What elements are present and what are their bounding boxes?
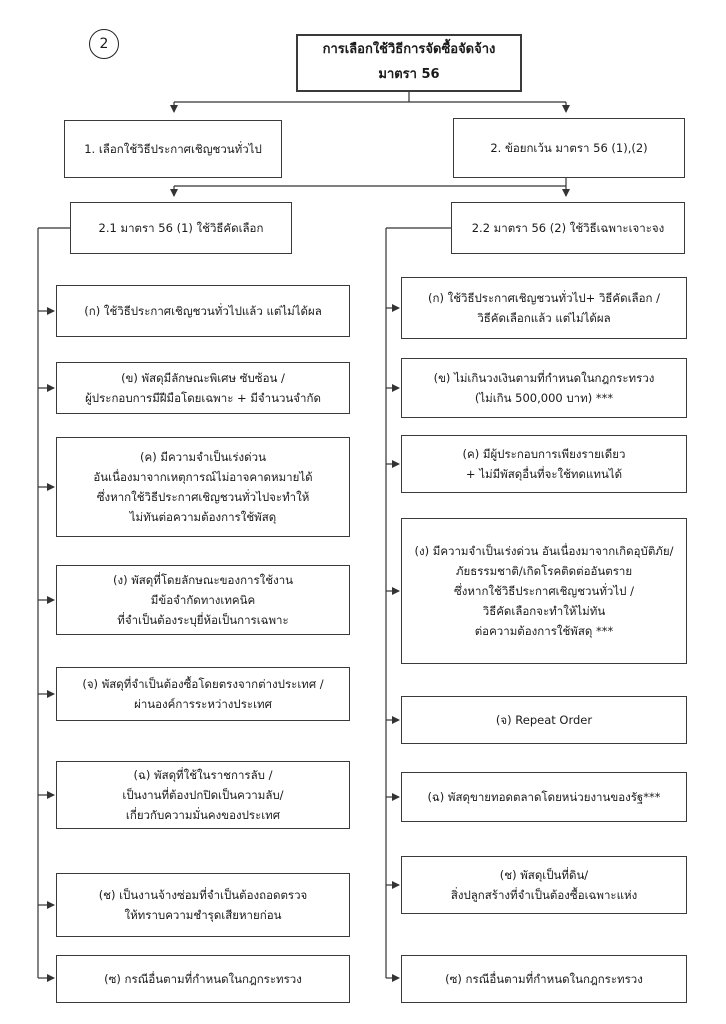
- item-2-2-h: [401, 955, 687, 1003]
- item-2-1-f: [56, 761, 350, 829]
- item-2-1-b: [56, 362, 350, 414]
- item-line: (ช) พัสดุเป็นที่ดิน/: [499, 867, 589, 882]
- item-line: (ข) พัสดุมีลักษณะพิเศษ ซับซ้อน /: [121, 370, 285, 385]
- item-2-2-g: [401, 856, 687, 914]
- item-2-2-b: [401, 358, 687, 418]
- item-line: (ซ) กรณีอื่นตามที่กำหนดในกฎกระทรวง: [104, 971, 302, 986]
- item-line: อันเนื่องมาจากเหตุการณ์ไม่อาจคาดหมายได้: [93, 469, 313, 484]
- item-line: เกี่ยวกับความมั่นคงของประเทศ: [125, 808, 281, 823]
- item-line: ให้ทราบความชำรุดเสียหายก่อน: [124, 908, 282, 922]
- item-2-2-f: [401, 772, 687, 822]
- item-line: ที่จำเป็นต้องระบุยี่ห้อเป็นการเฉพาะ: [117, 613, 289, 628]
- branch-1-label: 1. เลือกใช้วิธีประกาศเชิญชวนทั่วไป: [84, 141, 262, 156]
- item-line: (ก) ใช้วิธีประกาศเชิญชวนทั่วไป+ วิธีคัดเลือก /: [428, 290, 660, 305]
- item-2-1-g: [56, 873, 350, 937]
- item-line: สิ่งปลูกสร้างที่จำเป็นต้องซื้อเฉพาะแห่ง: [450, 888, 638, 902]
- item-2-1-a: [56, 285, 350, 337]
- item-line: ซึ่งหากใช้วิธีประกาศเชิญชวนทั่วไปจะทำให้: [96, 490, 310, 504]
- branch-1-box: [64, 120, 282, 178]
- item-line: (จ) พัสดุที่จำเป็นต้องซื้อโดยตรงจากต่างประเทศ /: [82, 676, 324, 691]
- item-line: วิธีคัดเลือกจะทำให้ไม่ทัน: [482, 604, 606, 619]
- item-line: (ฉ) พัสดุที่ใช้ในราชการลับ /: [133, 767, 273, 782]
- branch-2-box: [453, 118, 685, 178]
- item-line: (ไม่เกิน 500,000 บาท) ***: [474, 391, 614, 405]
- item-line: ภัยธรรมชาติ/เกิดโรคติดต่ออันตราย: [455, 563, 633, 578]
- sub-branch-2-1-box: [70, 202, 292, 254]
- page-number-badge: 2: [89, 29, 119, 59]
- item-line: (ฉ) พัสดุขายทอดตลาดโดยหน่วยงานของรัฐ***: [427, 789, 661, 804]
- sub-branch-2-2-box: [451, 202, 685, 254]
- title-line-1: การเลือกใช้วิธีการจัดซื้อจัดจ้าง: [322, 42, 496, 58]
- branch-2-label: 2. ข้อยกเว้น มาตรา 56 (1),(2): [490, 140, 648, 155]
- item-line: (ง) มีความจำเป็นเร่งด่วน อันเนื่องมาจากเกิดอุบัติภัย/: [414, 543, 674, 558]
- item-line: มีข้อจำกัดทางเทคนิค: [150, 592, 256, 607]
- item-line: (ค) มีผู้ประกอบการเพียงรายเดียว: [462, 446, 626, 461]
- item-line: (ก) ใช้วิธีประกาศเชิญชวนทั่วไปแล้ว แต่ไม่ได้ผล: [84, 303, 322, 318]
- title-box: [296, 34, 522, 92]
- item-line: วิธีคัดเลือกแล้ว แต่ไม่ได้ผล: [477, 311, 611, 325]
- item-line: ซึ่งหากใช้วิธีประกาศเชิญชวนทั่วไป /: [453, 583, 634, 598]
- item-2-2-d: [401, 518, 687, 664]
- item-line: ผ่านองค์การระหว่างประเทศ: [134, 697, 272, 711]
- item-line: ต่อความต้องการใช้พัสดุ ***: [474, 624, 614, 639]
- item-2-2-e: [401, 696, 687, 744]
- item-2-1-h: [56, 955, 350, 1003]
- sub-branch-2-1-label: 2.1 มาตรา 56 (1) ใช้วิธีคัดเลือก: [98, 220, 264, 235]
- item-2-2-c: [401, 435, 687, 493]
- item-2-1-d: [56, 565, 350, 635]
- item-2-1-c: [56, 437, 350, 537]
- item-line: ผู้ประกอบการมีฝีมือโดยเฉพาะ + มีจำนวนจำกัด: [85, 391, 321, 405]
- item-line: เป็นงานที่ต้องปกปิดเป็นความลับ/: [122, 787, 284, 802]
- item-line: (ค) มีความจำเป็นเร่งด่วน: [140, 449, 266, 464]
- item-line: (จ) Repeat Order: [495, 712, 593, 727]
- item-2-2-a: [401, 277, 687, 339]
- item-line: (ช) เป็นงานจ้างซ่อมที่จำเป็นต้องถอดตรวจ: [98, 887, 308, 902]
- item-line: + ไม่มีพัสดุอื่นที่จะใช้ทดแทนได้: [465, 467, 623, 481]
- item-2-1-e: [56, 667, 350, 721]
- title-line-2: มาตรา 56: [378, 67, 440, 82]
- sub-branch-2-2-label: 2.2 มาตรา 56 (2) ใช้วิธีเฉพาะเจาะจง: [471, 220, 665, 235]
- item-line: (ง) พัสดุที่โดยลักษณะของการใช้งาน: [112, 572, 294, 587]
- item-line: (ซ) กรณีอื่นตามที่กำหนดในกฎกระทรวง: [445, 971, 643, 986]
- item-line: (ข) ไม่เกินวงเงินตามที่กำหนดในกฎกระทรวง: [433, 370, 655, 385]
- item-line: ไม่ทันต่อความต้องการใช้พัสดุ: [129, 510, 277, 525]
